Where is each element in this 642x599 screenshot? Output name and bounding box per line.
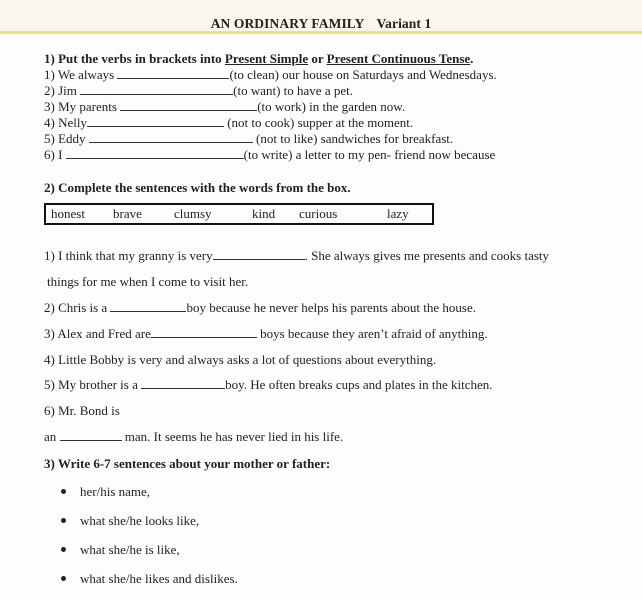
task1-item-6: 6) I (to write) a letter to my pen- friend now because (44, 147, 496, 162)
task2-sentence-5: 5) My brother is a boy. He often breaks cups and plates in the kitchen. (44, 377, 493, 392)
task3-bullet-3: what she/he is like, (80, 542, 180, 557)
task1-item-2: 2) Jim (to want) to have a pet. (44, 83, 353, 98)
task2-sentence-6-cont: an man. It seems he has never lied in his life. (44, 429, 344, 444)
task3-heading: 3) Write 6-7 sentences about your mother or father: (44, 456, 331, 471)
answer-blank[interactable] (120, 99, 257, 111)
task2-sentence-2: 2) Chris is a boy because he never helps his parents about the house. (44, 300, 476, 315)
page-title (0, 16, 642, 32)
task2-sentence-1: 1) I think that my granny is very . She always gives me presents and cooks tasty (44, 248, 550, 263)
task2-sentence-6: 6) Mr. Bond is (44, 403, 120, 418)
task1-item-5: 5) Eddy (not to like) sandwiches for breakfast. (44, 131, 454, 146)
word-item: brave (113, 206, 142, 221)
bullet-icon (61, 489, 66, 494)
task1-item-4: 4) Nelly (not to cook) supper at the moment. (44, 115, 414, 130)
answer-blank[interactable] (80, 83, 233, 95)
answer-blank[interactable] (66, 147, 244, 159)
task2-heading: 2) Complete the sentences with the words from the box. (44, 180, 351, 195)
answer-blank[interactable] (87, 115, 224, 127)
word-item: lazy (387, 206, 409, 221)
task1-item-3: 3) My parents (to work) in the garden now. (44, 99, 406, 114)
word-item: honest (51, 206, 85, 221)
word-item: clumsy (174, 206, 212, 221)
word-box (44, 203, 434, 225)
task2-sentence-3: 3) Alex and Fred are boys because they aren’t afraid of anything. (44, 326, 488, 341)
answer-blank[interactable] (117, 67, 229, 79)
task3-bullet-4: what she/he likes and dislikes. (80, 571, 238, 586)
task3-bullet-2: what she/he looks like, (80, 513, 200, 528)
word-item: kind (252, 206, 276, 221)
task1-heading: 1) Put the verbs in brackets into Present Simple or Present Continuous Tense. (44, 51, 474, 66)
answer-blank[interactable] (110, 300, 186, 312)
task2-sentence-1-cont: things for me when I come to visit her. (47, 274, 249, 289)
title-variant: Variant 1 (376, 16, 432, 31)
answer-blank[interactable] (89, 131, 253, 143)
task1-item-1: 1) We always (to clean) our house on Saturdays and Wednesdays. (44, 67, 497, 82)
task3-bullet-1: her/his name, (80, 484, 151, 499)
present-continuous-label: Present Continuous Tense (326, 51, 471, 66)
task2-sentence-4: 4) Little Bobby is very and always asks a lot of questions about everything. (44, 352, 437, 367)
bullet-icon (61, 576, 66, 581)
answer-blank[interactable] (60, 429, 122, 441)
answer-blank[interactable] (141, 377, 225, 389)
answer-blank[interactable] (151, 326, 257, 338)
bullet-icon (61, 518, 66, 523)
bullet-icon (61, 547, 66, 552)
present-simple-label: Present Simple (224, 51, 309, 66)
title-main: AN ORDINARY FAMILY (210, 16, 365, 31)
answer-blank[interactable] (213, 248, 305, 260)
word-item: curious (299, 206, 338, 221)
